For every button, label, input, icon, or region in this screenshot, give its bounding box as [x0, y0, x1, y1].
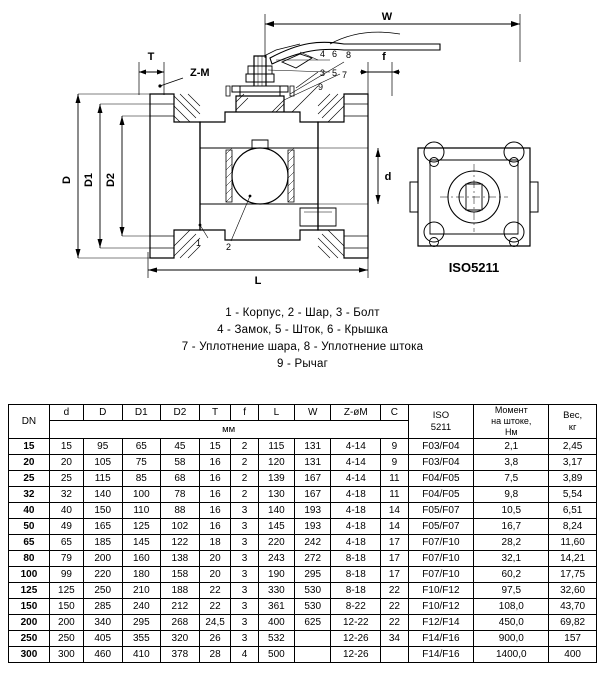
table-cell: 193 — [295, 519, 331, 535]
table-cell: F07/F10 — [408, 551, 474, 567]
table-cell: 295 — [122, 615, 161, 631]
table-cell: 105 — [83, 455, 122, 471]
table-cell: 100 — [122, 487, 161, 503]
table-cell: 26 — [199, 631, 231, 647]
table-cell: 9 — [381, 439, 408, 455]
table-cell: 2,45 — [549, 439, 597, 455]
header-moment-line1: Момент на штоке, Нм — [474, 405, 549, 439]
table-cell: F14/F16 — [408, 647, 474, 663]
cell-dn: 125 — [9, 583, 50, 599]
table-cell: 157 — [549, 631, 597, 647]
legend — [0, 305, 605, 373]
table-cell: 17 — [381, 551, 408, 567]
table-cell: 95 — [83, 439, 122, 455]
callout-7: 7 — [342, 70, 348, 80]
header-dn: DN — [9, 405, 50, 439]
table-body — [9, 439, 597, 663]
table-cell: 2 — [231, 455, 258, 471]
specification-table — [8, 404, 597, 663]
table-cell: 78 — [161, 487, 200, 503]
table-row — [9, 615, 597, 631]
table-cell: 4 — [231, 647, 258, 663]
table-cell: 405 — [83, 631, 122, 647]
cell-dn: 25 — [9, 471, 50, 487]
label-L: L — [254, 275, 262, 287]
table-cell: 2 — [231, 487, 258, 503]
table-cell: 200 — [83, 551, 122, 567]
table-cell: 88 — [161, 503, 200, 519]
table-cell: 138 — [161, 551, 200, 567]
table-cell: 102 — [161, 519, 200, 535]
table-cell: 8-18 — [331, 551, 381, 567]
table-cell: 68 — [161, 471, 200, 487]
table-cell: 8,24 — [549, 519, 597, 535]
table-row — [9, 599, 597, 615]
table-cell: 17,75 — [549, 567, 597, 583]
table-cell: 99 — [49, 567, 83, 583]
legend-line-3: 7 - Уплотнение шара, 8 - Уплотнение штока — [181, 341, 424, 353]
table-cell: 167 — [295, 487, 331, 503]
table-cell: 15 — [49, 439, 83, 455]
table-row — [9, 503, 597, 519]
table-cell: 243 — [258, 551, 294, 567]
table-cell: 3,89 — [549, 471, 597, 487]
table-cell: 3,17 — [549, 455, 597, 471]
callout-8: 8 — [346, 50, 352, 60]
table-cell: 180 — [122, 567, 161, 583]
callout-9: 9 — [318, 82, 324, 92]
table-row — [9, 551, 597, 567]
table-cell: 250 — [49, 631, 83, 647]
table-row — [9, 455, 597, 471]
table-cell: 16,7 — [474, 519, 549, 535]
cell-dn: 20 — [9, 455, 50, 471]
table-row — [9, 439, 597, 455]
table-cell: 58 — [161, 455, 200, 471]
table-cell: 22 — [381, 583, 408, 599]
callout-6: 6 — [332, 49, 338, 59]
table-cell: 625 — [295, 615, 331, 631]
table-cell: 185 — [83, 535, 122, 551]
table-cell: 272 — [295, 551, 331, 567]
table-cell: 400 — [258, 615, 294, 631]
table-cell: 110 — [122, 503, 161, 519]
table-cell: F04/F05 — [408, 487, 474, 503]
table-cell: 4-18 — [331, 535, 381, 551]
table-cell: 97,5 — [474, 583, 549, 599]
table-cell: F12/F14 — [408, 615, 474, 631]
table-cell: 3 — [231, 583, 258, 599]
table-cell: 210 — [122, 583, 161, 599]
label-d: d — [384, 171, 392, 183]
table-cell: 3 — [231, 535, 258, 551]
legend-line-4: 9 - Рычаг — [277, 358, 328, 370]
table-cell: 3 — [231, 551, 258, 567]
table-cell — [381, 647, 408, 663]
table-cell: 65 — [49, 535, 83, 551]
callout-2: 2 — [226, 242, 232, 252]
header-W: W — [295, 405, 331, 421]
callout-3: 3 — [320, 68, 326, 78]
callout-1: 1 — [196, 238, 202, 248]
table-cell: 220 — [258, 535, 294, 551]
table-cell: 32,60 — [549, 583, 597, 599]
legend-line-1: 1 - Корпус, 2 - Шар, 3 - Болт — [225, 307, 380, 319]
table-cell: 450,0 — [474, 615, 549, 631]
label-f: f — [382, 51, 386, 63]
table-row — [9, 487, 597, 503]
table-cell: 20 — [49, 455, 83, 471]
table-cell: 40 — [49, 503, 83, 519]
table-cell: F07/F10 — [408, 567, 474, 583]
table-cell: 60,2 — [474, 567, 549, 583]
table-cell: 16 — [199, 519, 231, 535]
table-cell: 158 — [161, 567, 200, 583]
table-cell: F10/F12 — [408, 599, 474, 615]
table-cell: 3 — [231, 567, 258, 583]
table-cell: 4-18 — [331, 487, 381, 503]
table-cell: 79 — [49, 551, 83, 567]
table-cell: 530 — [295, 583, 331, 599]
table-cell: 22 — [199, 599, 231, 615]
table-cell: 4-14 — [331, 439, 381, 455]
valve-technical-drawing — [0, 0, 605, 300]
table-cell: 49 — [49, 519, 83, 535]
table-cell: 125 — [49, 583, 83, 599]
table-cell: 115 — [83, 471, 122, 487]
table-cell: F14/F16 — [408, 631, 474, 647]
table-cell: 11 — [381, 471, 408, 487]
table-cell: 160 — [122, 551, 161, 567]
table-cell: 330 — [258, 583, 294, 599]
table-cell: 9 — [381, 455, 408, 471]
table-cell: 140 — [83, 487, 122, 503]
table-cell: 17 — [381, 567, 408, 583]
table-cell: 167 — [295, 471, 331, 487]
table-row — [9, 631, 597, 647]
table-cell: 400 — [549, 647, 597, 663]
table-cell: 200 — [49, 615, 83, 631]
table-cell: 190 — [258, 567, 294, 583]
table-cell: 16 — [199, 503, 231, 519]
table-cell: 240 — [122, 599, 161, 615]
table-row — [9, 471, 597, 487]
table-cell: 320 — [161, 631, 200, 647]
header-weight-line1: Вес, кг — [549, 405, 597, 439]
table-cell: 460 — [83, 647, 122, 663]
table-cell: 3 — [231, 519, 258, 535]
table-cell: 131 — [295, 439, 331, 455]
header-Z-oM: Z-øM — [331, 405, 381, 421]
table-cell: 268 — [161, 615, 200, 631]
table-cell: 125 — [122, 519, 161, 535]
header-iso-line1: ISO 5211 — [408, 405, 474, 439]
header-d: d — [49, 405, 83, 421]
table-cell: 139 — [258, 471, 294, 487]
header-D2: D2 — [161, 405, 200, 421]
table-cell: F05/F07 — [408, 519, 474, 535]
table-cell: 45 — [161, 439, 200, 455]
table-row — [9, 519, 597, 535]
table-cell: 8-22 — [331, 599, 381, 615]
table-cell: 500 — [258, 647, 294, 663]
table-cell: 140 — [258, 503, 294, 519]
table-cell: 14,21 — [549, 551, 597, 567]
table-cell: 34 — [381, 631, 408, 647]
table-cell: 1400,0 — [474, 647, 549, 663]
table-cell: 16 — [199, 471, 231, 487]
legend-line-2: 4 - Замок, 5 - Шток, 6 - Крышка — [217, 324, 388, 336]
table-cell: 10,5 — [474, 503, 549, 519]
cell-dn: 80 — [9, 551, 50, 567]
cell-dn: 100 — [9, 567, 50, 583]
table-cell: 4-18 — [331, 503, 381, 519]
table-cell: 4-18 — [331, 519, 381, 535]
table-cell: 3 — [231, 631, 258, 647]
table-cell: 3 — [231, 615, 258, 631]
cell-dn: 200 — [9, 615, 50, 631]
table-cell: 28 — [199, 647, 231, 663]
table-cell: 8-18 — [331, 583, 381, 599]
table-cell: 122 — [161, 535, 200, 551]
label-Z-M: Z-M — [190, 67, 210, 79]
header-D: D — [83, 405, 122, 421]
label-D1: D1 — [83, 172, 95, 188]
table-cell: 3 — [231, 599, 258, 615]
table-cell: 285 — [83, 599, 122, 615]
table-cell: 2,1 — [474, 439, 549, 455]
table-cell: 22 — [381, 615, 408, 631]
table-cell: 11,60 — [549, 535, 597, 551]
table-cell: 20 — [199, 551, 231, 567]
header-T: T — [199, 405, 231, 421]
cell-dn: 150 — [9, 599, 50, 615]
table-cell: 2 — [231, 439, 258, 455]
table-cell — [295, 647, 331, 663]
table-cell: F03/F04 — [408, 455, 474, 471]
table-cell: 165 — [83, 519, 122, 535]
table-cell: 131 — [295, 455, 331, 471]
table-cell: 4-14 — [331, 455, 381, 471]
header-f: f — [231, 405, 258, 421]
cell-dn: 300 — [9, 647, 50, 663]
table-cell: 28,2 — [474, 535, 549, 551]
table-cell: 108,0 — [474, 599, 549, 615]
table-cell: 193 — [295, 503, 331, 519]
table-cell: F04/F05 — [408, 471, 474, 487]
table-cell: 12-26 — [331, 631, 381, 647]
table-cell: 4-14 — [331, 471, 381, 487]
table-cell: 65 — [122, 439, 161, 455]
header-D1: D1 — [122, 405, 161, 421]
label-T: T — [147, 51, 155, 63]
table-cell: F03/F04 — [408, 439, 474, 455]
cell-dn: 65 — [9, 535, 50, 551]
table-cell: 69,82 — [549, 615, 597, 631]
table-cell: 75 — [122, 455, 161, 471]
table-cell: 7,5 — [474, 471, 549, 487]
label-D: D — [61, 176, 73, 184]
table-cell: 14 — [381, 503, 408, 519]
table-cell: 220 — [83, 567, 122, 583]
table-cell: 6,51 — [549, 503, 597, 519]
table-cell: 18 — [199, 535, 231, 551]
table-cell: 25 — [49, 471, 83, 487]
header-units-mm: мм — [49, 421, 408, 439]
table-cell: 212 — [161, 599, 200, 615]
cell-dn: 15 — [9, 439, 50, 455]
table-cell: 378 — [161, 647, 200, 663]
table-cell: 530 — [295, 599, 331, 615]
table-cell: 120 — [258, 455, 294, 471]
table-cell: 12-26 — [331, 647, 381, 663]
label-D2: D2 — [105, 172, 117, 188]
callout-5: 5 — [332, 68, 338, 78]
table-row — [9, 647, 597, 663]
table-cell — [295, 631, 331, 647]
table-cell: 22 — [381, 599, 408, 615]
table-cell: 250 — [83, 583, 122, 599]
table-cell: F05/F07 — [408, 503, 474, 519]
table-cell: 9,8 — [474, 487, 549, 503]
table-cell: 340 — [83, 615, 122, 631]
table-cell: 17 — [381, 535, 408, 551]
table-cell: 361 — [258, 599, 294, 615]
table-cell: 300 — [49, 647, 83, 663]
table-cell: 14 — [381, 519, 408, 535]
table-cell: 20 — [199, 567, 231, 583]
table-cell: 130 — [258, 487, 294, 503]
table-cell: 150 — [83, 503, 122, 519]
cell-dn: 40 — [9, 503, 50, 519]
table-cell: 145 — [122, 535, 161, 551]
table-cell: 2 — [231, 471, 258, 487]
table-cell: 3,8 — [474, 455, 549, 471]
table-cell: 22 — [199, 583, 231, 599]
table-cell: 15 — [199, 439, 231, 455]
table-cell: 115 — [258, 439, 294, 455]
table-cell: 150 — [49, 599, 83, 615]
table-cell: 145 — [258, 519, 294, 535]
specification-table-wrapper — [8, 404, 597, 663]
table-header-row — [9, 405, 597, 421]
table-cell: 3 — [231, 503, 258, 519]
table-cell: 32 — [49, 487, 83, 503]
table-cell: F07/F10 — [408, 535, 474, 551]
table-cell: 532 — [258, 631, 294, 647]
label-W: W — [381, 11, 393, 23]
table-row — [9, 567, 597, 583]
table-cell: 355 — [122, 631, 161, 647]
cell-dn: 50 — [9, 519, 50, 535]
table-cell: 8-18 — [331, 567, 381, 583]
table-cell: 85 — [122, 471, 161, 487]
table-cell: 16 — [199, 487, 231, 503]
cell-dn: 32 — [9, 487, 50, 503]
table-cell: 11 — [381, 487, 408, 503]
table-row — [9, 535, 597, 551]
table-cell: 242 — [295, 535, 331, 551]
table-cell: 295 — [295, 567, 331, 583]
callout-4: 4 — [320, 49, 326, 59]
header-C: C — [381, 405, 408, 421]
table-cell: 43,70 — [549, 599, 597, 615]
table-cell: 32,1 — [474, 551, 549, 567]
table-cell: 24,5 — [199, 615, 231, 631]
table-cell: 12-22 — [331, 615, 381, 631]
table-cell: 16 — [199, 455, 231, 471]
table-row — [9, 583, 597, 599]
header-L: L — [258, 405, 294, 421]
label-iso5211: ISO5211 — [448, 260, 500, 275]
table-cell: F10/F12 — [408, 583, 474, 599]
table-cell: 188 — [161, 583, 200, 599]
table-cell: 410 — [122, 647, 161, 663]
table-cell: 5,54 — [549, 487, 597, 503]
table-cell: 900,0 — [474, 631, 549, 647]
cell-dn: 250 — [9, 631, 50, 647]
